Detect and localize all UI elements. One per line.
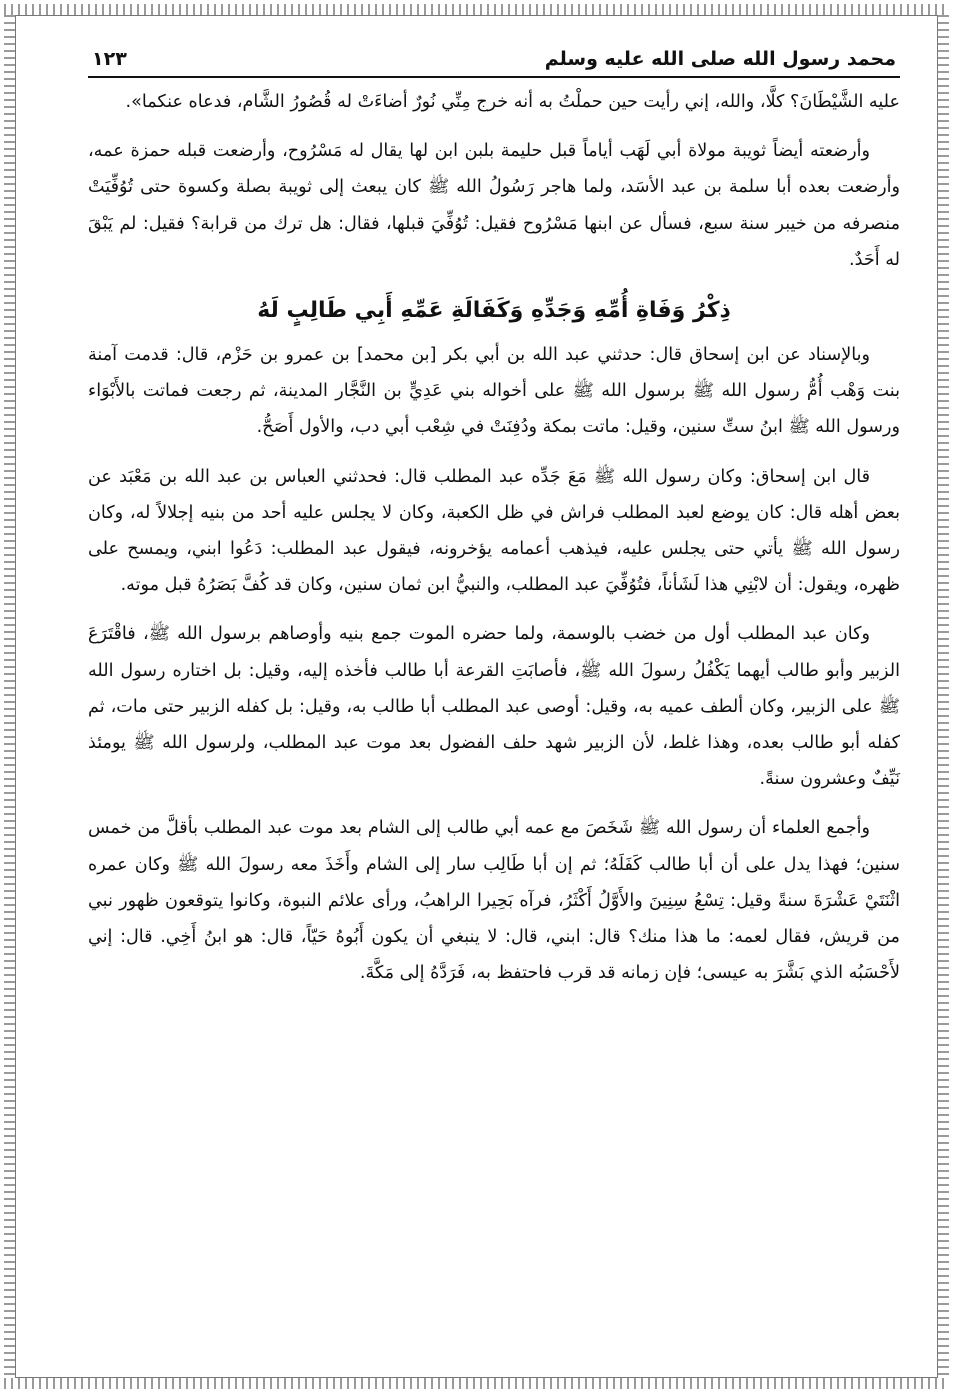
paragraph-3: وبالإسناد عن ابن إسحاق قال: حدثني عبد الله بن أبي بكر [بن محمد] بن عمرو بن حَزْم، قال: قدمت آمنة بنت وَهْب أُمُّ رسول الله ﷺ برسول الله ﷺ على أخواله بني عَدِيٍّ بن النَّجَّار المدينة، ثم رجعت فماتت بالأَبْوَاء ورسول الله ﷺ ابنُ ستِّ سنين، وقيل: ماتت بمكة ودُفِنَتْ في شِعْب أبي دب، والأول أَصَحُّ. (88, 345, 900, 438)
page-number: ١٢٣ (92, 48, 127, 70)
paragraph-2: وأرضعته أيضاً ثويبة مولاة أبي لَهَب أياماً قبل حليمة بلبن ابن لها يقال له مَسْرُوح، وأرضعت قبله حمزة عمه، وأرضعت بعده أبا سلمة بن عبد الأسَد، ولما هاجر رَسُولُ الله ﷺ كان يبعث إلى ثويبة بصلة وكسوة حتى تُوُفِّيَتْ منصرفه من خيبر سنة سبع، فسأل عن ابنها مَسْرُوح فقيل: تُوُفِّيَ قبلها، فقال: هل ترك من قرابة؟ فقيل: لم يَبْقَ له أَحَدٌ. (88, 141, 900, 270)
section-heading: ذِكْرُ وَفَاةِ أُمِّهِ وَجَدِّهِ وَكَفَالَةِ عَمِّهِ أَبِي طَالِبٍ لَهُ (257, 298, 731, 324)
paragraph-4: قال ابن إسحاق: وكان رسول الله ﷺ مَعَ جَدِّه عبد المطلب قال: فحدثني العباس بن عبد الله بن مَعْبَد عن بعض أهله قال: كان يوضع لعبد المطلب فراش في ظل الكعبة، وكان لا يجلس عليه أحد من بنيه إجلالاً له، وكان رسول الله ﷺ يأتي حتى يجلس عليه، فيذهب أعمامه يؤخرونه، فيقول عبد المطلب: دَعُوا ابني، ويمسح على ظهره، ويقول: أن لابْنِي هذا لَشَأناً، فتُوُفِّيَ عبد المطلب، والنبيُّ ابن ثمان سنين، وكان قد كُفَّ بَصَرُهُ قبل موته. (88, 466, 900, 596)
paragraph-1: عليه الشَّيْطَانَ؟ كلَّا، والله، إني رأيت حين حملْتُ به أنه خرج مِنِّي نُورٌ أضاءَتْ له قُصُورُ الشَّام، فدعاه عنكما». (125, 92, 900, 112)
body-text (88, 84, 900, 991)
paragraph-5: وكان عبد المطلب أول من خضب بالوسمة، ولما حضره الموت جمع بنيه وأوصاهم برسول الله ﷺ، فاقْتَرَعَ الزبير وأبو طالب أيهما يَكْفُلُ رسولَ الله ﷺ، فأصابَتِ القرعة أبا طالب فأخذه إليه، وقيل: بل اختاره رسول الله ﷺ على الزبير، وكان ألطف عميه به، وقيل: أوصى عبد المطلب أبا طالب به، وقيل: بل كفله الزبير حتى مات، ثم كفله أبو طالب بعده، وهذا غلط، لأن الزبير شهد حلف الفضول بعد موت عبد المطلب، ولرسول الله ﷺ يومئذ نَيِّفٌ وعشرون سنةً. (88, 624, 900, 790)
header-title: محمد رسول الله صلى الله عليه وسلم (544, 48, 896, 70)
running-header (88, 48, 900, 78)
paragraph-6: وأجمع العلماء أن رسول الله ﷺ شَخَصَ مع عمه أبي طالب إلى الشام بعد موت عبد المطلب بأقلَّ من خمس سنين؛ فهذا يدل على أن أبا طالب كَفَلَهُ؛ ثم إن أبا طَالِب سار إلى الشام وأَخَذَ معه رسولَ الله ﷺ وكان عمره اثْنَتَيْ عَشْرَةَ سنةً وقيل: تِسْعُ سِنِينَ والأَوَّلُ أَكْثَرُ، فرآه بَحِيرا الراهبُ، ورأى علائم النبوة، وكانوا يتوقعون ظهور نبي من قريش، فقال لعمه: ما هذا منك؟ قال: ابني، قال: لا ينبغي أن يكون أَبُوهُ حَيّاً، قال: هو ابنُ أَخِي. قال: إني لأَحْسَبُه الذي بَشَّرَ به عيسى؛ فإن زمانه قد قرب فاحتفظ به، فَرَدَّهُ إلى مَكَّةَ. (88, 818, 900, 984)
book-page (88, 48, 900, 1004)
